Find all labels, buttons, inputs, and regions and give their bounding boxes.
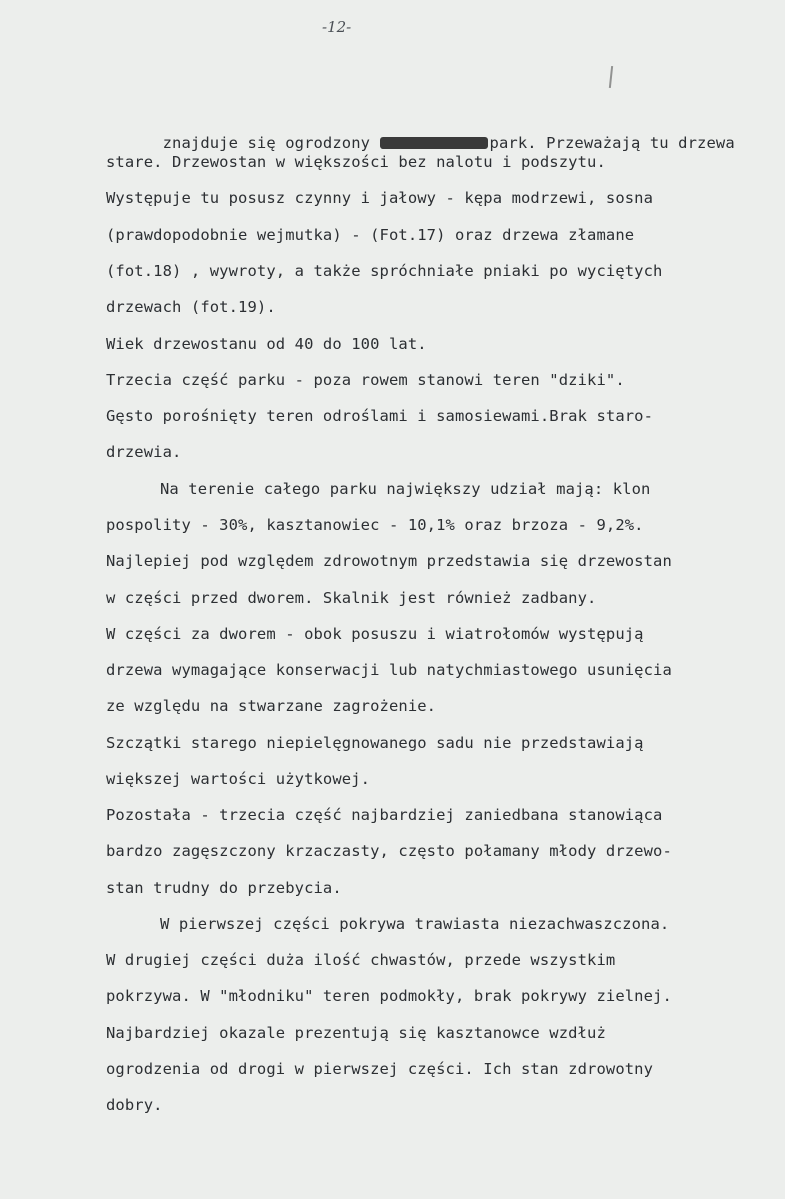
- text-line: ogrodzenia od drogi w pierwszej części. Ich stan zdrowotny: [106, 1060, 654, 1078]
- text-line: Wiek drzewostanu od 40 do 100 lat.: [106, 335, 427, 353]
- text-line: Pozostała - trzecia część najbardziej zaniedbana stanowiąca: [106, 806, 663, 824]
- stray-pen-mark: [609, 66, 613, 88]
- text-line: Występuje tu posusz czynny i jałowy - kępa modrzewi, sosna: [106, 189, 654, 207]
- text-line: (fot.18) , wywroty, a także spróchniałe pniaki po wyciętych: [106, 262, 663, 280]
- text-line: Najbardziej okazale prezentują się kasztanowce wzdłuż: [106, 1024, 606, 1042]
- text-line: Trzecia część parku - poza rowem stanowi teren "dziki".: [106, 371, 625, 389]
- line-segment: znajduje się ogrodzony: [162, 134, 380, 152]
- text-line: W drugiej części duża ilość chwastów, przede wszystkim: [106, 951, 616, 969]
- text-line: w części przed dworem. Skalnik jest również zadbany.: [106, 589, 597, 607]
- text-line: większej wartości użytkowej.: [106, 770, 371, 788]
- text-line: (prawdopodobnie wejmutka) - (Fot.17) oraz drzewa złamane: [106, 226, 635, 244]
- text-line: drzewa wymagające konserwacji lub natychmiastowego usunięcia: [106, 661, 672, 679]
- text-line: dobry.: [106, 1096, 163, 1114]
- text-line: stare. Drzewostan w większości bez nalotu i podszytu.: [106, 153, 606, 171]
- text-line: bardzo zagęszczony krzaczasty, często połamany młody drzewo-: [106, 842, 672, 860]
- text-line: Najlepiej pod względem zdrowotnym przedstawia się drzewostan: [106, 552, 672, 570]
- struck-out-word: [380, 137, 488, 149]
- text-line: pospolity - 30%, kasztanowiec - 10,1% oraz brzoza - 9,2%.: [106, 516, 644, 534]
- text-line: ze względu na stwarzane zagrożenie.: [106, 697, 437, 715]
- text-line: pokrzywa. W "młodniku" teren podmokły, brak pokrywy zielnej.: [106, 987, 672, 1005]
- text-line: drzewach (fot.19).: [106, 298, 276, 316]
- text-line: stan trudny do przebycia.: [106, 879, 342, 897]
- text-line: Na terenie całego parku największy udział mają: klon: [160, 480, 651, 498]
- line-segment: park. Przeważają tu drzewa: [489, 134, 735, 152]
- text-line: W pierwszej części pokrywa trawiasta niezachwaszczona.: [160, 915, 670, 933]
- text-line: Szczątki starego niepielęgnowanego sadu nie przedstawiają: [106, 734, 644, 752]
- text-line: Gęsto porośnięty teren odroślami i samosiewami.Brak staro-: [106, 407, 654, 425]
- text-line: W części za dworem - obok posuszu i wiatrołomów występują: [106, 625, 644, 643]
- page-number: -12-: [322, 18, 352, 36]
- text-line: drzewia.: [106, 443, 182, 461]
